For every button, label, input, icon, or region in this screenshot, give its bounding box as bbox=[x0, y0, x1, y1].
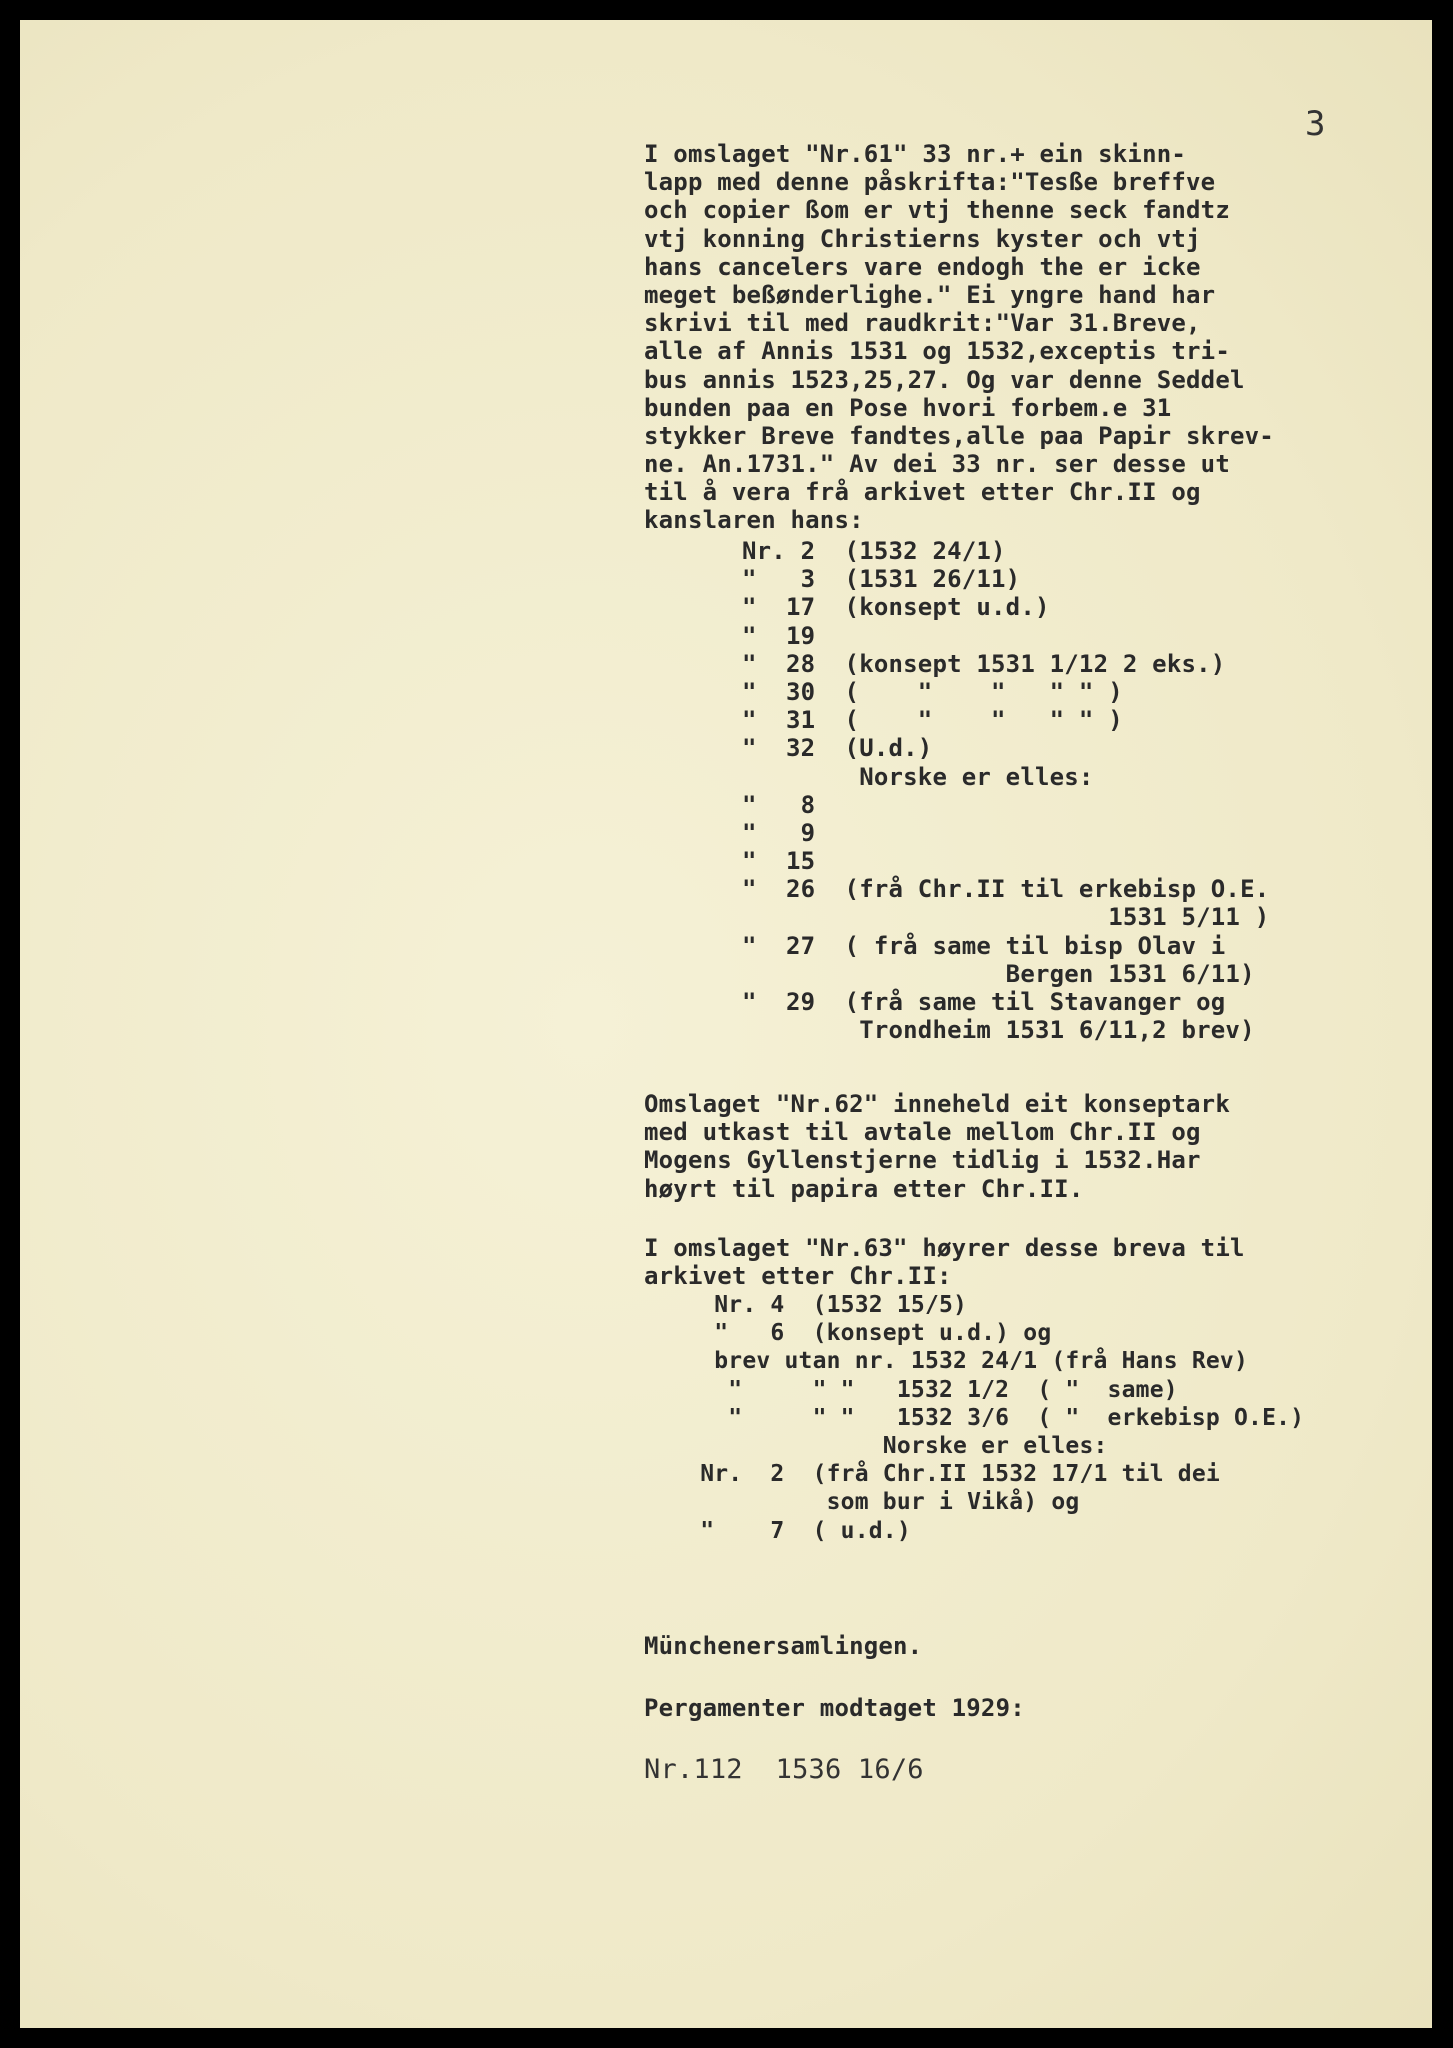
list1-line: " 19 bbox=[742, 621, 816, 650]
list1-line: Trondheim 1531 6/11,2 brev) bbox=[742, 1016, 1255, 1045]
para1-line: ne. An.1731." Av dei 33 nr. ser desse ut bbox=[644, 450, 1230, 479]
para1-line: bus annis 1523,25,27. Og var denne Seddel bbox=[644, 365, 1245, 394]
list1-line: " 29 (frå same til Stavanger og bbox=[742, 988, 1226, 1016]
para1-line: I omslaget "Nr.61" 33 nr.+ ein skinn- bbox=[644, 140, 1187, 168]
para1-line: lapp med denne påskrifta:"Tesße breffve bbox=[644, 168, 1216, 197]
list1-line: " 30 ( " " " " ) bbox=[742, 677, 1123, 706]
para2-line: Mogens Gyllenstjerne tidlig i 1532.Har bbox=[644, 1146, 1201, 1175]
list-omslaget-63 bbox=[644, 1289, 1304, 1543]
list1-line: Bergen 1531 6/11) bbox=[742, 959, 1255, 988]
list1-line: " 26 (frå Chr.II til erkebisp O.E. bbox=[742, 875, 1270, 904]
para1-line: kanslaren hans: bbox=[644, 506, 864, 535]
para2-line: Omslaget "Nr.62" inneheld eit konseptark bbox=[644, 1090, 1230, 1118]
list1-line: " 28 (konsept 1531 1/12 2 eks.) bbox=[742, 649, 1226, 678]
list2-line: Norske er elles: bbox=[644, 1432, 1108, 1459]
list2-line: " 7 ( u.d.) bbox=[644, 1517, 911, 1544]
list1-line: " 27 ( frå same til bisp Olav i bbox=[742, 931, 1226, 960]
list1-line: 1531 5/11 ) bbox=[742, 903, 1270, 932]
list1-line: " 3 (1531 26/11) bbox=[742, 565, 1021, 594]
list2-line: Nr. 4 (1532 15/5) bbox=[644, 1292, 968, 1318]
list1-line: " 9 bbox=[742, 818, 816, 847]
list1-line: " 32 (U.d.) bbox=[742, 734, 933, 763]
paragraph-omslaget-61 bbox=[644, 138, 1274, 533]
para2-line: med utkast til avtale mellom Chr.II og bbox=[644, 1118, 1201, 1147]
list1-line: " 31 ( " " " " ) bbox=[742, 706, 1123, 735]
document-page bbox=[20, 20, 1432, 2028]
heading-munchenersamlingen: Münchenersamlingen. bbox=[644, 1632, 923, 1660]
list1-line: Norske er elles: bbox=[742, 762, 1094, 791]
para1-line: och copier ßom er vtj thenne seck fandtz bbox=[644, 196, 1230, 225]
list1-line: " 17 (konsept u.d.) bbox=[742, 593, 1050, 622]
para3-line: arkivet etter Chr.II: bbox=[644, 1262, 952, 1291]
list1-line: " 8 bbox=[742, 790, 816, 819]
list2-line: Nr. 2 (frå Chr.II 1532 17/1 til dei bbox=[644, 1461, 1220, 1488]
para1-line: til å vera frå arkivet etter Chr.II og bbox=[644, 478, 1201, 507]
list2-line: " " " 1532 1/2 ( " same) bbox=[644, 1376, 1178, 1403]
list2-line: som bur i Vikå) og bbox=[644, 1489, 1080, 1516]
entry-nr112: Nr.112 1536 16/6 bbox=[644, 1754, 924, 1785]
list-omslaget-61 bbox=[742, 535, 1270, 1045]
heading-pergamenter: Pergamenter modtaget 1929: bbox=[644, 1694, 1025, 1722]
paragraph-omslaget-63 bbox=[644, 1232, 1245, 1291]
para1-line: meget beßønderlighe." Ei yngre hand har bbox=[644, 280, 1216, 309]
para1-line: hans cancelers vare endogh the er icke bbox=[644, 252, 1201, 281]
list2-line: brev utan nr. 1532 24/1 (frå Hans Rev) bbox=[644, 1348, 1249, 1375]
list1-line: " 15 bbox=[742, 847, 816, 876]
para1-line: alle af Annis 1531 og 1532,exceptis tri- bbox=[644, 337, 1230, 366]
paragraph-omslaget-62 bbox=[644, 1088, 1230, 1201]
para1-line: bunden paa en Pose hvori forbem.e 31 bbox=[644, 393, 1172, 422]
page-number: 3 bbox=[1305, 104, 1326, 144]
para1-line: skrivi til med raudkrit:"Var 31.Breve, bbox=[644, 309, 1201, 338]
list2-line: " " " 1532 3/6 ( " erkebisp O.E.) bbox=[644, 1404, 1305, 1431]
para2-line: høyrt til papira etter Chr.II. bbox=[644, 1174, 1084, 1203]
para1-line: vtj konning Christierns kyster och vtj bbox=[644, 224, 1201, 253]
list1-line: Nr. 2 (1532 24/1) bbox=[742, 537, 1006, 565]
list2-line: " 6 (konsept u.d.) og bbox=[644, 1320, 1052, 1347]
para3-line: I omslaget "Nr.63" høyrer desse breva til bbox=[644, 1234, 1245, 1262]
para1-line: stykker Breve fandtes,alle paa Papir skrev- bbox=[644, 421, 1274, 450]
